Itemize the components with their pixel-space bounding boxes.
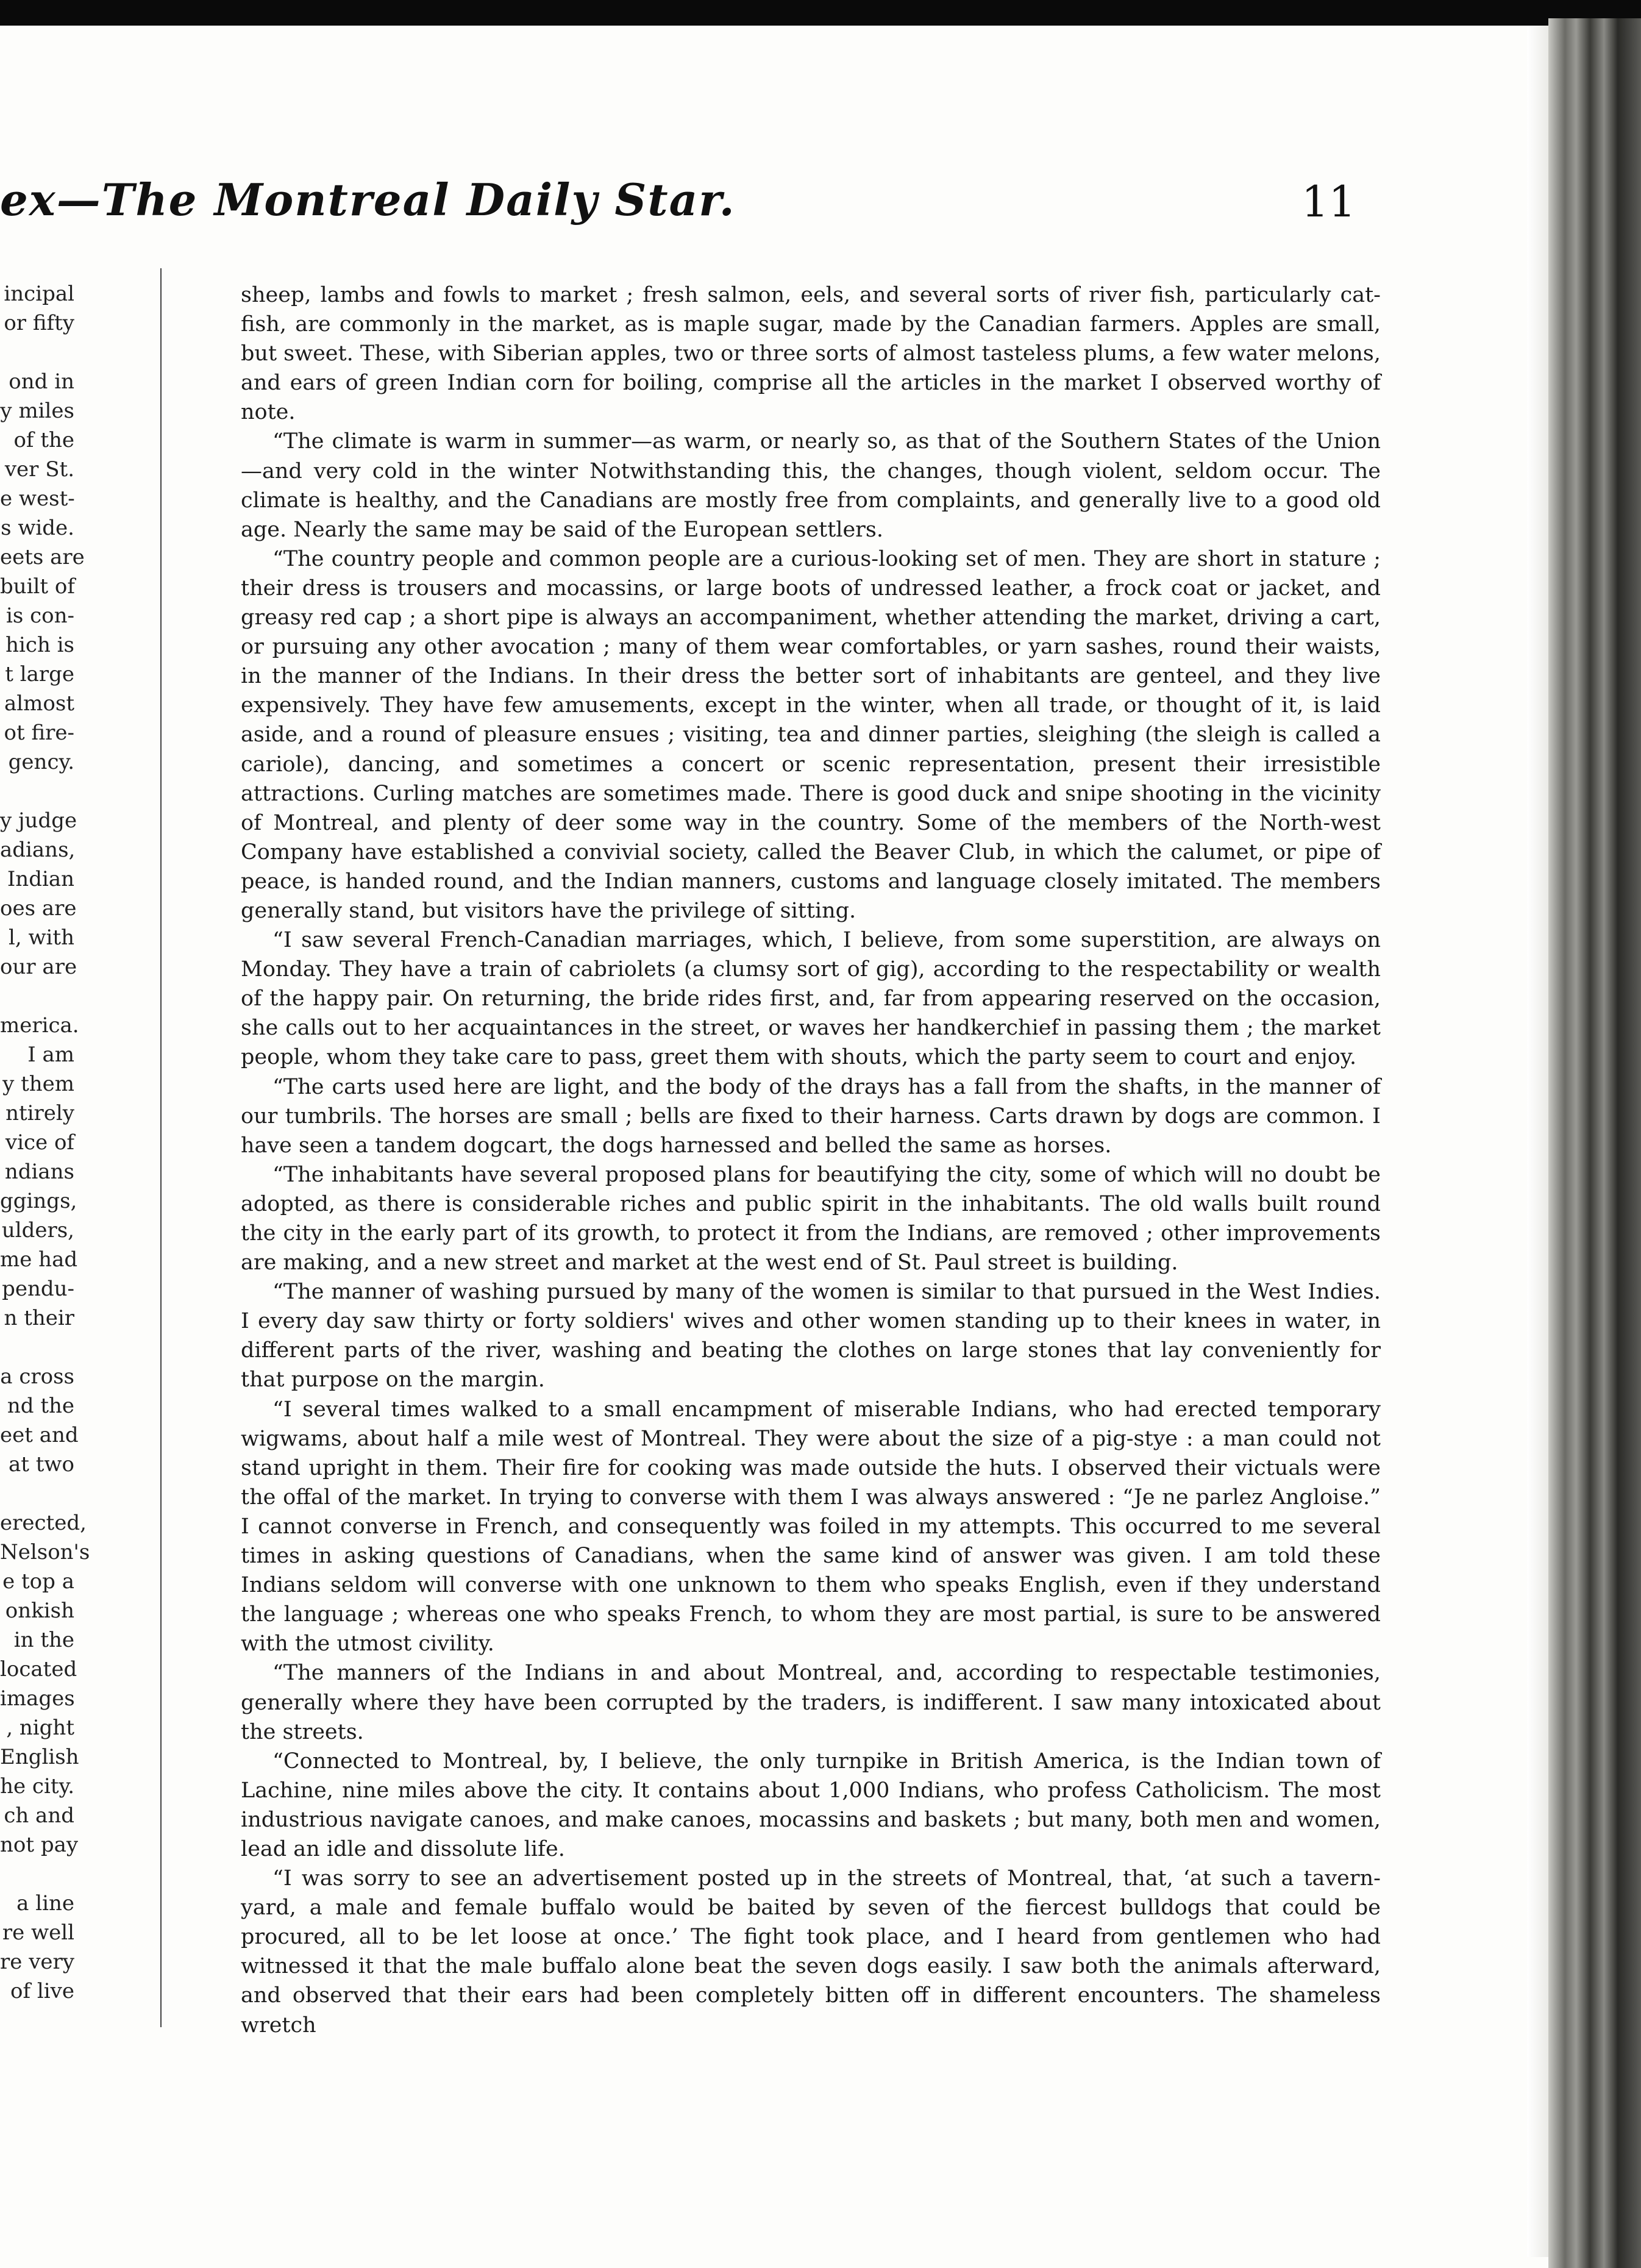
left-column-line: at two [9, 1452, 74, 1477]
left-column-line: erected, [0, 1511, 87, 1535]
left-column-line: ggings, [0, 1189, 77, 1213]
left-column-line: ond in [9, 369, 74, 394]
left-column-line: re very [0, 1950, 74, 1974]
article-paragraph: “I several times walked to a small encampment of miserable Indians, who had erected temporary wigwams, about half a mile west of Montreal. They were about the size of a pig-stye : a man could not stand upright in them. Their fire for cooking was made outside the huts. I observed their victuals were the offal of the market. In trying to converse with them I was always answered : “Je ne parlez Angloise.” I cannot converse in French, and consequently was foiled in my attempts. This occurred to me several times in asking questions of Canadians, when the same kind of answer was given. I am told these Indians seldom will converse with one unknown to them who speaks English, even if they understand the language ; whereas one who speaks French, to whom they are most partial, is sure to be answered with the utmost civility. [241, 1397, 1381, 1656]
left-column-line: y miles [0, 399, 74, 423]
left-column-line: incipal [4, 282, 74, 306]
left-column-line: , night [6, 1716, 74, 1740]
book-page-edges [1548, 18, 1641, 2268]
left-column-line: n their [4, 1306, 74, 1330]
left-column-gap [0, 1479, 74, 1508]
left-column-line: ndians [4, 1160, 74, 1184]
left-column-line: a cross [0, 1364, 74, 1389]
left-column-line: e west- [0, 487, 75, 511]
left-column-line: almost [4, 691, 74, 716]
left-column-line: vice of [5, 1130, 74, 1155]
left-column-line: or fifty [4, 311, 74, 335]
left-column-line: ch and [4, 1803, 74, 1828]
left-column-line: me had [0, 1247, 78, 1272]
left-column-line: e top a [2, 1569, 74, 1594]
left-column-line: re well [2, 1920, 74, 1945]
column-rule [160, 268, 162, 2027]
left-column-line: ver St. [4, 457, 74, 482]
left-column-gap [0, 1860, 74, 1889]
page-number: 11 [1301, 177, 1356, 227]
left-column-line: ot fire- [4, 721, 74, 745]
left-column-fragments [0, 279, 90, 2006]
article-paragraph: “I was sorry to see an advertisement posted up in the streets of Montreal, that, ‘at such a tavern-yard, a male and female buffalo would be baited by seven of the fiercest bulldogs that could be procured, all to be let loose at once.’ The fight took place, and I heard from gentlemen who had witnessed it that the male buffalo alone beat the seven dogs easily. I saw both the animals afterward, and observed that their ears had been completely bitten off in different encounters. The shameless wretch [241, 1866, 1381, 2038]
left-column-line: hich is [5, 633, 74, 657]
left-column-line: nd the [7, 1394, 74, 1418]
left-column-gap [0, 777, 74, 806]
left-column-line: in the [13, 1628, 74, 1652]
left-column-line: merica. [0, 1013, 79, 1038]
left-column-line: built of [0, 574, 75, 599]
article-body [241, 280, 1381, 2040]
left-column-line: located [0, 1657, 77, 1681]
left-column-line: of live [10, 1979, 74, 2003]
article-paragraph: “The country people and common people are a curious-looking set of men. They are short in stature ; their dress is trousers and mocassins, or large boots of undressed leather, a frock coat or jacket, and greasy red cap ; a short pipe is always an accompaniment, whether attending the market, driving a cart, or pursuing any other avocation ; many of them wear comfortables, or yarn sashes, round their waists, in the manner of the Indians. In their dress the better sort of inhabitants are genteel, and they live expensively. They have few amusements, except in the winter, when all trade, or thought of it, is laid aside, and a round of pleasure ensues ; visiting, tea and dinner parties, sleighing (the sleigh is called a cariole), dancing, and sometimes a concert or scenic representation, present their irresistible attractions. Curling matches are sometimes made. There is good duck and snipe shooting in the vicinity of Montreal, and plenty of deer some way in the country. Some of the members of the North-west Company have established a convivial society, called the Beaver Club, in which the calumet, or pipe of peace, is handed round, and the Indian manners, customs and language closely imitated. The members generally stand, but visitors have the privilege of sitting. [241, 546, 1381, 923]
left-column-gap [0, 338, 74, 367]
left-column-line: y them [2, 1072, 74, 1096]
left-column-line: gency. [8, 750, 74, 774]
left-column-line: I am [27, 1043, 74, 1067]
left-column-line: is con- [5, 604, 74, 628]
left-column-gap [0, 1333, 74, 1362]
left-column-line: not pay [0, 1833, 79, 1857]
left-column-line: t large [5, 662, 74, 686]
article-paragraph: “The climate is warm in summer—as warm, or nearly so, as that of the Southern States of the Union—and very cold in the winter Notwithstanding this, the changes, though violent, seldom occur. The climate is healthy, and the Canadians are mostly free from complaints, and generally live to a good old age. Nearly the same may be said of the European settlers. [241, 429, 1381, 542]
left-column-line: onkish [5, 1599, 74, 1623]
left-column-line: Indian [7, 867, 74, 891]
left-column-line: English [0, 1745, 79, 1769]
left-column-line: s wide. [1, 516, 74, 540]
left-column-line: pendu- [2, 1277, 74, 1301]
article-paragraph: “The inhabitants have several proposed plans for beautifying the city, some of which will no doubt be adopted, as there is considerable riches and public spirit in the inhabitants. The old walls built round the city in the early part of its growth, to protect it from the Indians, are removed ; other improvements are making, and a new street and market at the west end of St. Paul street is building. [241, 1162, 1381, 1275]
article-paragraph: “The carts used here are light, and the body of the drays has a fall from the shafts, in the manner of our tumbrils. The horses are small ; bells are fixed to their harness. Carts drawn by dogs are common. I have seen a tandem dogcart, the dogs harnessed and belled the same as horses. [241, 1074, 1381, 1158]
left-column-line: of the [13, 428, 74, 452]
left-column-line: images [0, 1686, 75, 1711]
left-column-line: eets are [0, 545, 85, 569]
left-column-line: our are [0, 955, 77, 979]
article-paragraph: “The manner of washing pursued by many of the women is similar to that pursued in the West Indies. I every day saw thirty or forty soldiers' wives and other women standing up to their knees in water, in different parts of the river, washing and beating the clothes on large stones that lay conveniently for that purpose on the margin. [241, 1280, 1381, 1393]
left-column-line: he city. [0, 1774, 74, 1799]
article-paragraph: sheep, lambs and fowls to market ; fresh salmon, eels, and several sorts of river fish, particularly cat-fish, are commonly in the market, as is maple sugar, made by the Canadian farmers. Apples are small, but sweet. These, with Siberian apples, two or three sorts of almost tasteless plums, a few water melons, and ears of green Indian corn for boiling, comprise all the articles in the market I observed worthy of note. [241, 283, 1381, 425]
left-column-line: oes are [0, 896, 77, 921]
left-column-line: ulders, [1, 1218, 74, 1243]
left-column-line: ntirely [5, 1101, 74, 1125]
left-column-gap [0, 982, 74, 1011]
scan-top-border [0, 0, 1641, 26]
left-column-line: adians, [0, 838, 76, 862]
left-column-line: Nelson's [0, 1540, 90, 1564]
article-paragraph: “I saw several French-Canadian marriages, which, I believe, from some superstition, are always on Monday. They have a train of cabriolets (a clumsy sort of gig), according to the respectability or wealth of the happy pair. On returning, the bride rides first, and, far from appearing reserved on the occasion, she calls out to her acquaintances in the street, or waves her handkerchief in passing them ; the market people, whom they take care to pass, greet them with shouts, which the party seem to court and enjoy. [241, 928, 1381, 1070]
left-column-line: a line [16, 1891, 74, 1916]
left-column-line: eet and [0, 1423, 79, 1447]
masthead-title: ex—The Montreal Daily Star. [0, 174, 736, 226]
article-paragraph: “The manners of the Indians in and about Montreal, and, according to respectable testimonies, generally where they have been corrupted by the traders, is indifferent. I saw many intoxicated about the streets. [241, 1661, 1381, 1744]
left-column-line: y judge [0, 808, 77, 833]
article-paragraph: “Connected to Montreal, by, I believe, the only turnpike in British America, is the Indian town of Lachine, nine miles above the city. It contains about 1,000 Indians, who profess Catholicism. The most industrious navigate canoes, and make canoes, mocassins and baskets ; but many, both men and women, lead an idle and dissolute life. [241, 1749, 1381, 1861]
left-column-line: l, with [8, 925, 74, 950]
